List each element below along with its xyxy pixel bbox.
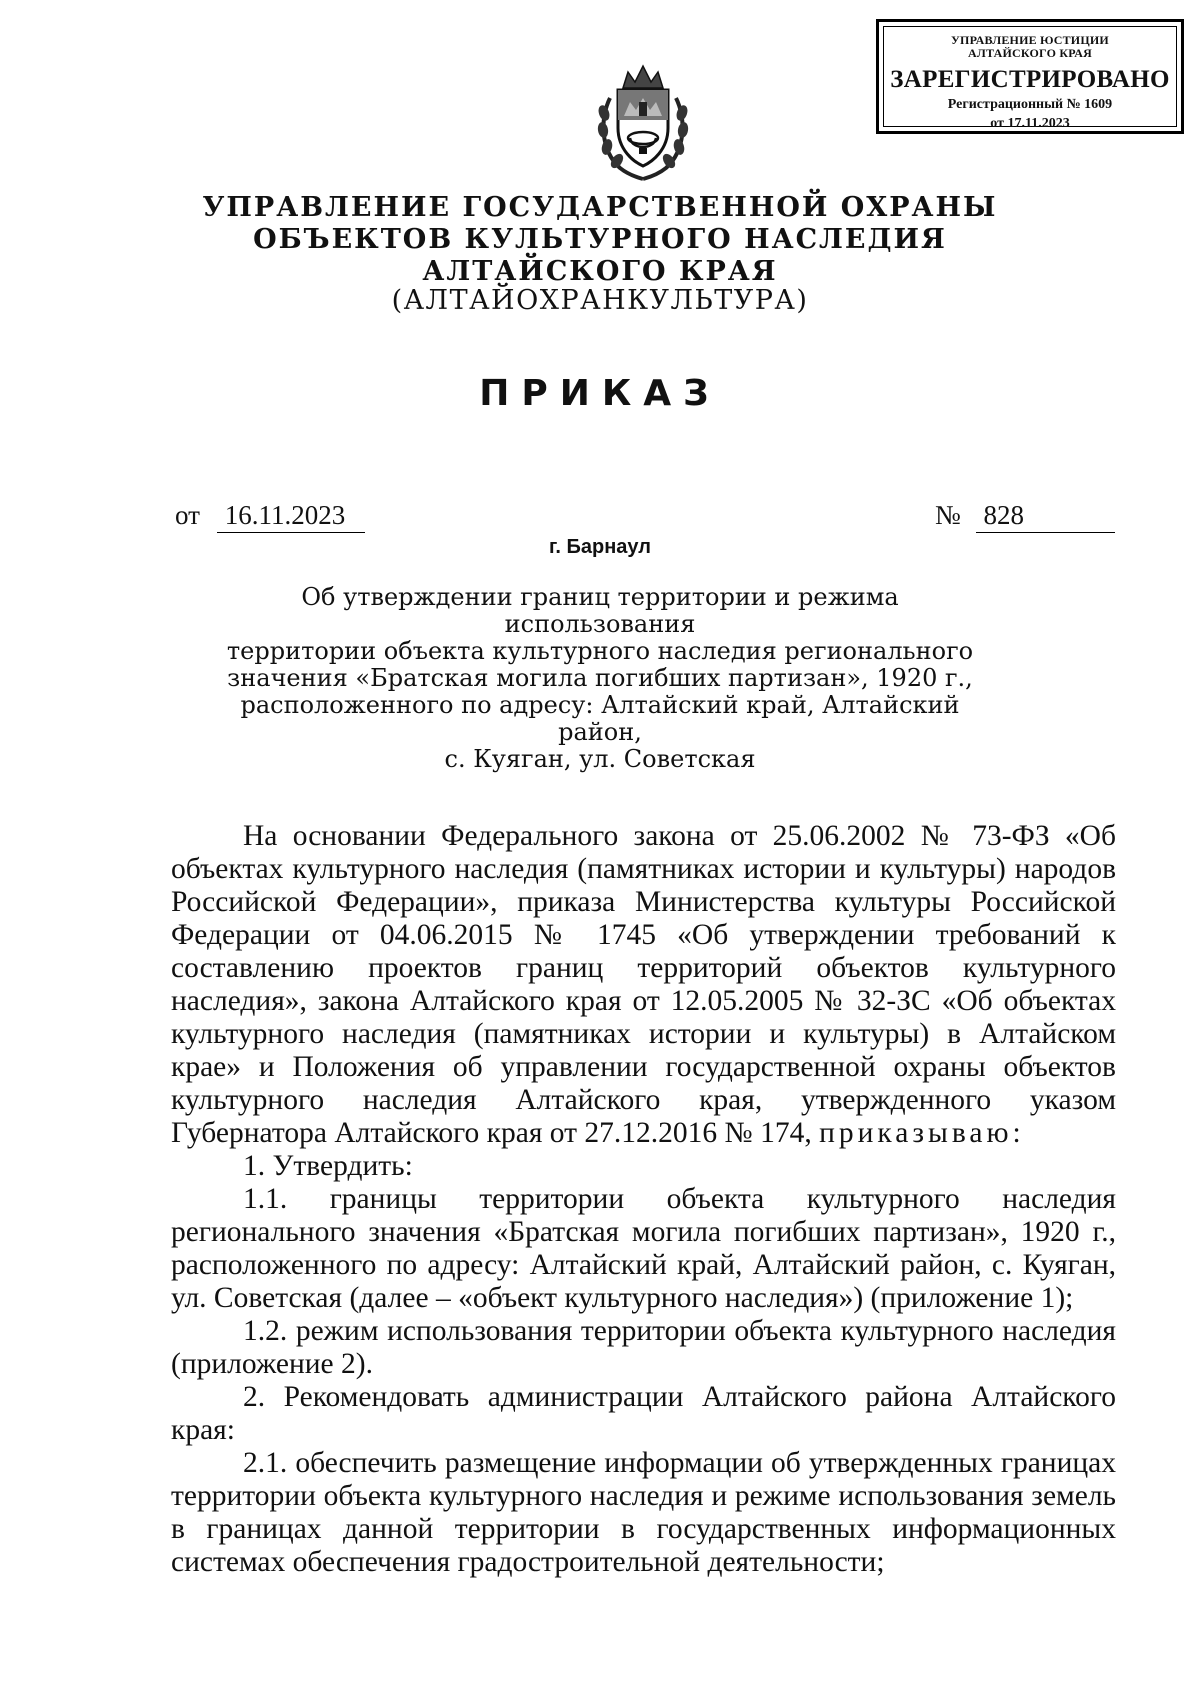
item-2-1: 2.1. обеспечить размещение информации об утвержденных границах территории объекта культурного наследия и режиме использования земель в границах данной территории в государственных информационных системах обеспечения градостроительной деятельности; (171, 1447, 1116, 1578)
org-name-line-1: УПРАВЛЕНИЕ ГОСУДАРСТВЕННОЙ ОХРАНЫ (202, 192, 998, 223)
document-body (171, 820, 1116, 1579)
org-name-line-2: ОБЪЕКТОВ КУЛЬТУРНОГО НАСЛЕДИЯ (253, 224, 947, 255)
order-word: приказываю: (819, 1117, 1025, 1149)
document-number (935, 500, 1115, 533)
registration-stamp (876, 19, 1184, 134)
subject-line-4: расположенного по адресу: Алтайский край, Алтайский район, (240, 691, 960, 746)
number-prefix: № (935, 500, 961, 530)
document-type-title: ПРИКАЗ (479, 373, 721, 414)
stamp-org-line-2: АЛТАЙСКОГО КРАЯ (968, 46, 1092, 60)
item-2: 2. Рекомендовать администрации Алтайского района Алтайского края: (171, 1381, 1116, 1446)
org-short-name: (АЛТАЙОХРАНКУЛЬТУРА) (391, 285, 809, 316)
date-value: 16.11.2023 (217, 500, 365, 533)
number-value: 828 (976, 500, 1115, 533)
coat-of-arms-icon (590, 58, 696, 182)
subject-line-5: с. Куяган, ул. Советская (444, 745, 756, 773)
item-1: 1. Утвердить: (243, 1150, 413, 1182)
preamble-paragraph (171, 820, 1116, 1150)
subject-line-3: значения «Братская могила погибших партизан», 1920 г., (227, 664, 973, 692)
date-prefix: от (175, 500, 200, 530)
stamp-inner-frame (883, 26, 1177, 131)
stamp-status: ЗАРЕГИСТРИРОВАНО (890, 66, 1170, 93)
document-date (175, 500, 365, 533)
stamp-organization (884, 34, 1176, 60)
stamp-reg-number: Регистрационный № 1609 (947, 97, 1113, 112)
subject-line-1: Об утверждении границ территории и режима использования (301, 583, 899, 638)
subject-line-2: территории объекта культурного наследия регионального (226, 637, 974, 665)
item-1-1: 1.1. границы территории объекта культурного наследия регионального значения «Братская могила погибших партизан», 1920 г., расположенного по адресу: Алтайский край, Алтайский район, с. Куяган, ул. Советская (далее – «объект культурного наследия») (приложение 1); (171, 1183, 1116, 1314)
org-name-line-3: АЛТАЙСКОГО КРАЯ (422, 256, 778, 287)
document-subject (220, 584, 980, 773)
stamp-org-line-1: УПРАВЛЕНИЕ ЮСТИЦИИ (951, 33, 1109, 47)
preamble-text: На основании Федерального закона от 25.06.2002 № 73-ФЗ «Об объектах культурного наследия (памятниках истории и культуры) народов Российской Федерации», приказа Министерства культуры Российской Федерации от 04.06.2015 № 1745 «Об утверждении требований к составлению проектов границ территорий объектов культурного наследия», закона Алтайского края от 12.05.2005 № 32-ЗС «Об объектах культурного наследия (памятниках истории и культуры) в Алтайском крае» и Положения об управлении государственной охраны объектов культурного наследия Алтайского края, утвержденного указом Губернатора Алтайского края от 27.12.2016 № 174, (171, 820, 1116, 1149)
item-1-2: 1.2. режим использования территории объекта культурного наследия (приложение 2). (171, 1315, 1116, 1380)
stamp-reg-date: от 17.11.2023 (990, 116, 1070, 131)
city-line: г. Барнаул (549, 536, 651, 558)
